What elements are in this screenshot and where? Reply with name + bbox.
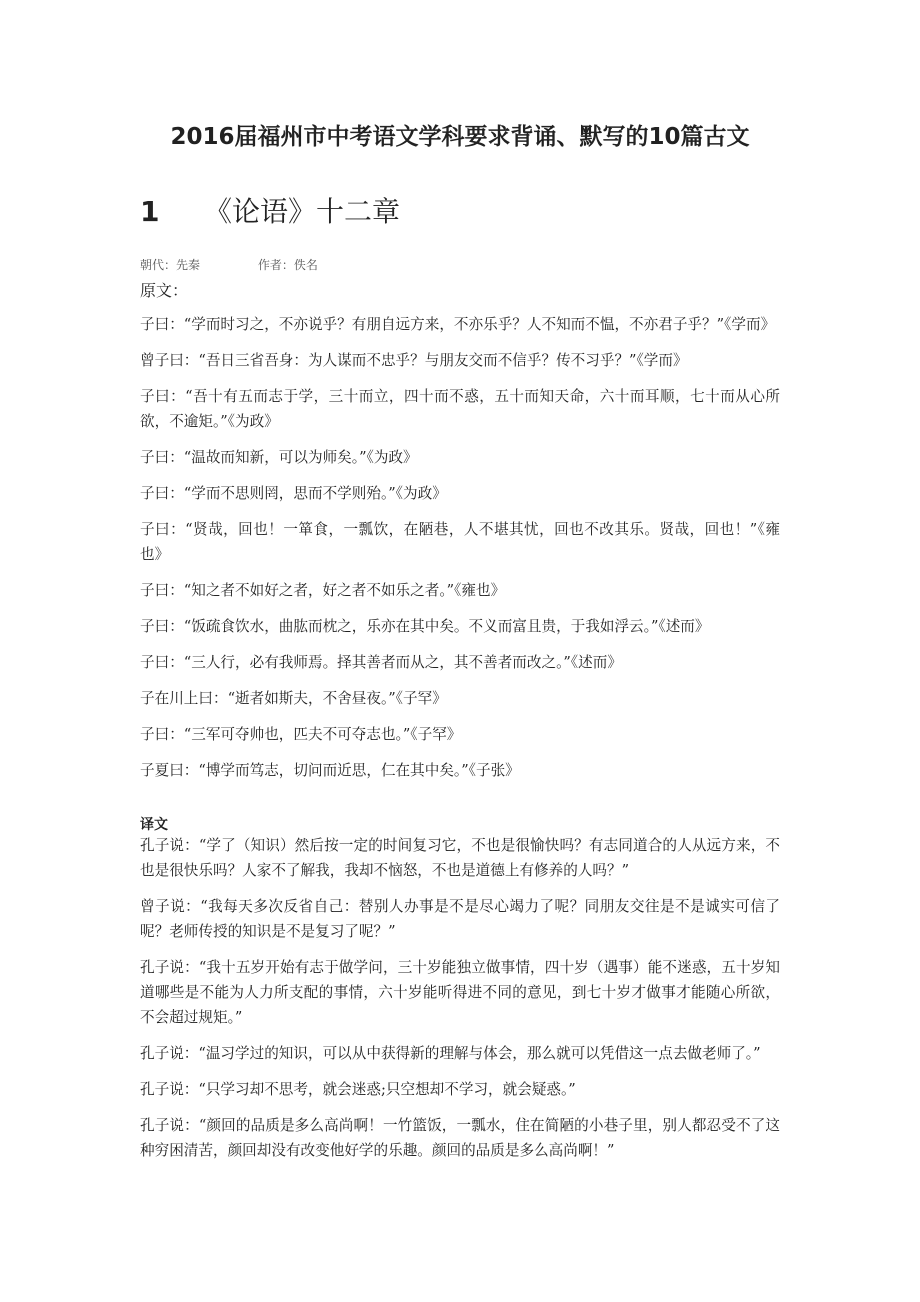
translation-paragraph: 孔子说：“学了（知识）然后按一定的时间复习它，不也是很愉快吗？有志同道合的人从远方来，不也是很快乐吗？人家不了解我，我却不恼怒，不也是道德上有修养的人吗？” bbox=[140, 837, 780, 879]
original-paragraph: 曾子曰：“吾日三省吾身：为人谋而不忠乎？与朋友交而不信乎？传不习乎？”《学而》 bbox=[140, 352, 688, 369]
original-text bbox=[140, 312, 780, 794]
section-title: 《论语》十二章 bbox=[204, 195, 401, 228]
meta-line bbox=[140, 256, 372, 273]
original-paragraph: 子曰：“温故而知新，可以为师矣。”《为政》 bbox=[140, 449, 418, 466]
translation-label: 译文 bbox=[140, 817, 168, 833]
original-paragraph: 子在川上曰：“逝者如斯夫，不舍昼夜。”《子罕》 bbox=[140, 690, 447, 707]
original-paragraph: 子曰：“三军可夺帅也，匹夫不可夺志也。”《子罕》 bbox=[140, 726, 462, 743]
author-label: 作者：佚名 bbox=[257, 258, 318, 272]
translation-paragraph: 孔子说：“只学习却不思考，就会迷惑;只空想却不学习，就会疑惑。” bbox=[140, 1081, 576, 1098]
translation-paragraph: 孔子说：“颜回的品质是多么高尚啊！一竹篮饭，一瓢水，住在简陋的小巷子里，别人都忍受不了这种穷困清苦，颜回却没有改变他好学的乐趣。颜回的品质是多么高尚啊！” bbox=[140, 1117, 780, 1159]
section-number: 1 bbox=[140, 195, 160, 228]
dynasty-label: 朝代：先秦 bbox=[140, 258, 201, 272]
translation-paragraph: 孔子说：“我十五岁开始有志于做学问，三十岁能独立做事情，四十岁（遇事）能不迷惑，五十岁知道哪些是不能为人力所支配的事情，六十岁能听得进不同的意见，到七十岁才做事才能随心所欲，不会超过规矩。” bbox=[140, 959, 780, 1026]
section-heading bbox=[140, 190, 400, 230]
document-title: 2016届福州市中考语文学科要求背诵、默写的10篇古文 bbox=[170, 124, 750, 150]
original-paragraph: 子曰：“知之者不如好之者，好之者不如乐之者。”《雍也》 bbox=[140, 582, 506, 599]
original-paragraph: 子曰：“三人行，必有我师焉。择其善者而从之，其不善者而改之。”《述而》 bbox=[140, 654, 622, 671]
original-text-label: 原文： bbox=[140, 281, 189, 300]
translation-paragraph: 曾子说：“我每天多次反省自己：替别人办事是不是尽心竭力了呢？同朋友交往是不是诚实可信了呢？老师传授的知识是不是复习了呢？” bbox=[140, 898, 780, 940]
translation-paragraph: 孔子说：“温习学过的知识，可以从中获得新的理解与体会，那么就可以凭借这一点去做老师了。” bbox=[140, 1045, 761, 1062]
original-paragraph: 子曰：“学而不思则罔，思而不学则殆。”《为政》 bbox=[140, 485, 447, 502]
original-paragraph: 子曰：“学而时习之，不亦说乎？有朋自远方来，不亦乐乎？人不知而不愠，不亦君子乎？”《学而》 bbox=[140, 316, 776, 333]
original-paragraph: 子夏曰：“博学而笃志，切问而近思，仁在其中矣。”《子张》 bbox=[140, 762, 520, 779]
translation-text bbox=[140, 833, 780, 1174]
original-paragraph: 子曰：“吾十有五而志于学，三十而立，四十而不惑，五十而知天命，六十而耳顺，七十而从心所欲，不逾矩。”《为政》 bbox=[140, 388, 780, 430]
original-paragraph: 子曰：“贤哉，回也！一箪食，一瓢饮，在陋巷，人不堪其忧，回也不改其乐。贤哉，回也！”《雍也》 bbox=[140, 521, 780, 563]
original-paragraph: 子曰：“饭疏食饮水，曲肱而枕之，乐亦在其中矣。不义而富且贵，于我如浮云。”《述而》 bbox=[140, 618, 710, 635]
